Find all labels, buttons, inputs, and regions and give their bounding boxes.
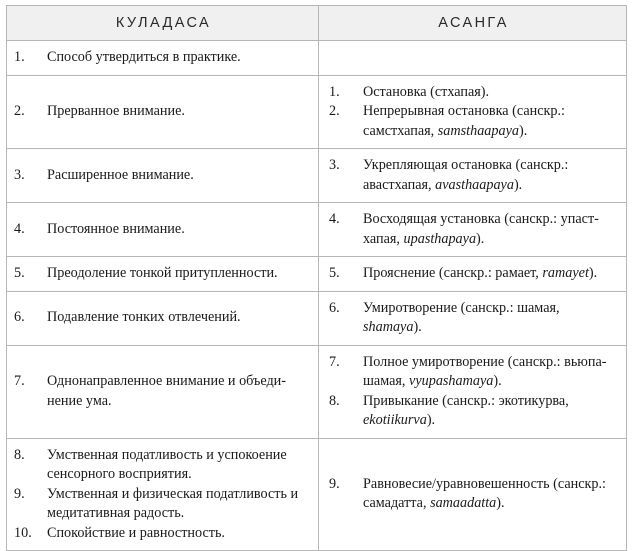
kuladasa-cell [7, 438, 319, 551]
right-item-list [329, 264, 617, 284]
left-item-list [14, 264, 309, 284]
list-item [14, 372, 309, 411]
table-row [7, 291, 627, 345]
cell-content [7, 439, 318, 551]
sanskrit-transliteration: ramayet [542, 265, 589, 281]
list-item-text [363, 300, 560, 336]
asanga-cell [319, 345, 627, 438]
left-item-list [14, 102, 309, 122]
left-item-list [14, 48, 309, 68]
list-item [14, 308, 309, 328]
list-item-text-before: Полное умиротворение (санскр.: вьюпа-шамая, [363, 353, 607, 389]
column-header-kuladasa: КУЛАДАСА [7, 6, 319, 41]
list-item-number: 6. [14, 309, 25, 326]
cell-content [7, 159, 318, 193]
list-item [14, 264, 309, 284]
list-item-text-before: Укрепляющая остановка (санскр.: авастхапая, [363, 157, 569, 193]
list-item-text: Прерванное внимание. [47, 103, 185, 119]
list-item-text: Подавление тонких отвлечений. [47, 309, 241, 326]
list-item-text: Умственная податливость и успокоение сенсорного восприятия. [47, 446, 287, 482]
list-item [329, 299, 617, 338]
sanskrit-transliteration: samaadatta [430, 495, 497, 512]
list-item [14, 166, 309, 186]
list-item [329, 210, 617, 249]
list-item-number: 7. [329, 353, 340, 370]
cell-content [319, 346, 626, 438]
list-item-number: 4. [329, 211, 340, 227]
list-item-text-before: Умиротворение (санскр.: шамая, [363, 299, 560, 316]
list-item-text [363, 157, 568, 193]
table-row [7, 41, 627, 76]
left-item-list [14, 372, 309, 411]
list-item [329, 102, 617, 141]
asanga-cell [319, 291, 627, 345]
sanskrit-transliteration: ekotiikurva [363, 412, 427, 428]
list-item-number: 5. [14, 265, 25, 281]
list-item [14, 102, 309, 122]
list-item [329, 353, 617, 392]
list-item-number: 5. [329, 265, 340, 281]
right-item-list [329, 475, 617, 514]
list-item-text: Однонаправленное внимание и объеди-нение ума. [47, 373, 287, 409]
list-item [329, 475, 617, 514]
cell-content [7, 95, 318, 129]
table-body [7, 41, 627, 551]
list-item-text-after: ). [513, 176, 523, 193]
left-item-list [14, 446, 309, 544]
asanga-cell [319, 41, 627, 76]
list-item-text [363, 476, 606, 512]
list-item-text: Остановка (стхапая). [363, 83, 490, 100]
right-item-list [329, 83, 617, 142]
list-item-text-after: ). [588, 265, 598, 281]
list-item-text-before: Прояснение (санскр.: рамает, [363, 265, 543, 281]
cell-content [319, 257, 626, 291]
table-header [7, 6, 627, 41]
list-item [329, 156, 617, 195]
list-item-text-before: Восходящая установка (санскр.: упаст-хапая, [363, 211, 599, 247]
kuladasa-cell [7, 149, 319, 203]
list-item-text [363, 354, 607, 390]
kuladasa-cell [7, 41, 319, 76]
list-item-text: Умственная и физическая податливость и медитативная радость. [47, 485, 299, 521]
kuladasa-cell [7, 75, 319, 149]
list-item [14, 446, 309, 485]
kuladasa-asanga-comparison-table [6, 5, 627, 551]
list-item-number: 6. [329, 299, 340, 316]
left-item-list [14, 166, 309, 186]
asanga-cell [319, 149, 627, 203]
sanskrit-transliteration: vyupashamaya [409, 373, 494, 389]
left-item-list [14, 220, 309, 240]
cell-content [319, 468, 626, 521]
list-item-text-before: Привыкание (санскр.: экотикурва, [363, 392, 569, 409]
right-item-list [329, 353, 617, 431]
list-item-text-before: Равновесие/уравновешенность (санскр.: самадатта, [363, 475, 606, 512]
sanskrit-transliteration: shamaya [363, 319, 414, 335]
table-header-row [7, 6, 627, 41]
right-item-list [329, 156, 617, 195]
cell-content [319, 76, 626, 149]
table-row [7, 345, 627, 438]
list-item-number: 9. [329, 475, 340, 492]
asanga-cell [319, 257, 627, 292]
list-item-number: 4. [14, 220, 25, 237]
list-item-text-after: ). [413, 319, 422, 335]
list-item-number: 2. [329, 103, 340, 119]
table-row [7, 257, 627, 292]
list-item-text-before: Непрерывная остановка (санскр.: самстхапая, [363, 103, 565, 139]
cell-content [319, 149, 626, 202]
table-row [7, 203, 627, 257]
list-item-number: 3. [14, 166, 25, 183]
asanga-cell [319, 75, 627, 149]
list-item-number: 7. [14, 373, 25, 389]
right-item-list [329, 299, 617, 338]
list-item-text-after: ). [496, 495, 505, 512]
right-item-list [329, 210, 617, 249]
list-item-text: Расширенное внимание. [47, 166, 194, 183]
left-item-list [14, 308, 309, 328]
list-item-text: Постоянное внимание. [47, 220, 185, 237]
list-item-text-after: ). [426, 412, 436, 428]
kuladasa-cell [7, 345, 319, 438]
list-item-number: 1. [329, 83, 340, 100]
kuladasa-cell [7, 291, 319, 345]
column-header-asanga: АСАНГА [319, 6, 627, 41]
list-item [14, 220, 309, 240]
list-item [14, 48, 309, 68]
sanskrit-transliteration: samsthaapaya [437, 122, 519, 139]
list-item-text: Спокойствие и равностность. [47, 524, 225, 541]
list-item [329, 83, 617, 103]
list-item-text [363, 265, 597, 281]
list-item [329, 392, 617, 431]
list-item-text: Преодоление тонкой притупленности. [47, 265, 278, 281]
table-row [7, 75, 627, 149]
table-row [7, 149, 627, 203]
list-item-text [363, 211, 599, 247]
asanga-cell [319, 438, 627, 551]
sanskrit-transliteration: upasthapaya [403, 230, 477, 247]
table-row [7, 438, 627, 551]
list-item [14, 485, 309, 524]
cell-content [7, 41, 318, 75]
comparison-table-container [6, 5, 626, 551]
list-item-text-after: ). [518, 122, 528, 139]
sanskrit-transliteration: avasthaapaya [435, 176, 514, 193]
kuladasa-cell [7, 257, 319, 292]
list-item-text-after: ). [476, 230, 485, 247]
list-item-text [363, 393, 569, 429]
cell-content [319, 51, 626, 65]
cell-content [7, 365, 318, 418]
list-item-text-after: ). [493, 373, 502, 389]
list-item-number: 9. [14, 485, 25, 502]
list-item-text [363, 103, 565, 139]
list-item-number: 8. [329, 392, 340, 409]
list-item-number: 2. [14, 103, 25, 119]
list-item [14, 524, 309, 544]
cell-content [319, 292, 626, 345]
asanga-cell [319, 203, 627, 257]
list-item-text: Способ утвердиться в практике. [47, 49, 241, 65]
cell-content [7, 257, 318, 291]
list-item-number: 10. [14, 524, 32, 541]
kuladasa-cell [7, 203, 319, 257]
list-item-number: 1. [14, 49, 25, 65]
list-item [329, 264, 617, 284]
list-item-number: 8. [14, 446, 25, 463]
cell-content [319, 203, 626, 256]
cell-content [7, 301, 318, 335]
cell-content [7, 213, 318, 247]
list-item-number: 3. [329, 157, 340, 173]
